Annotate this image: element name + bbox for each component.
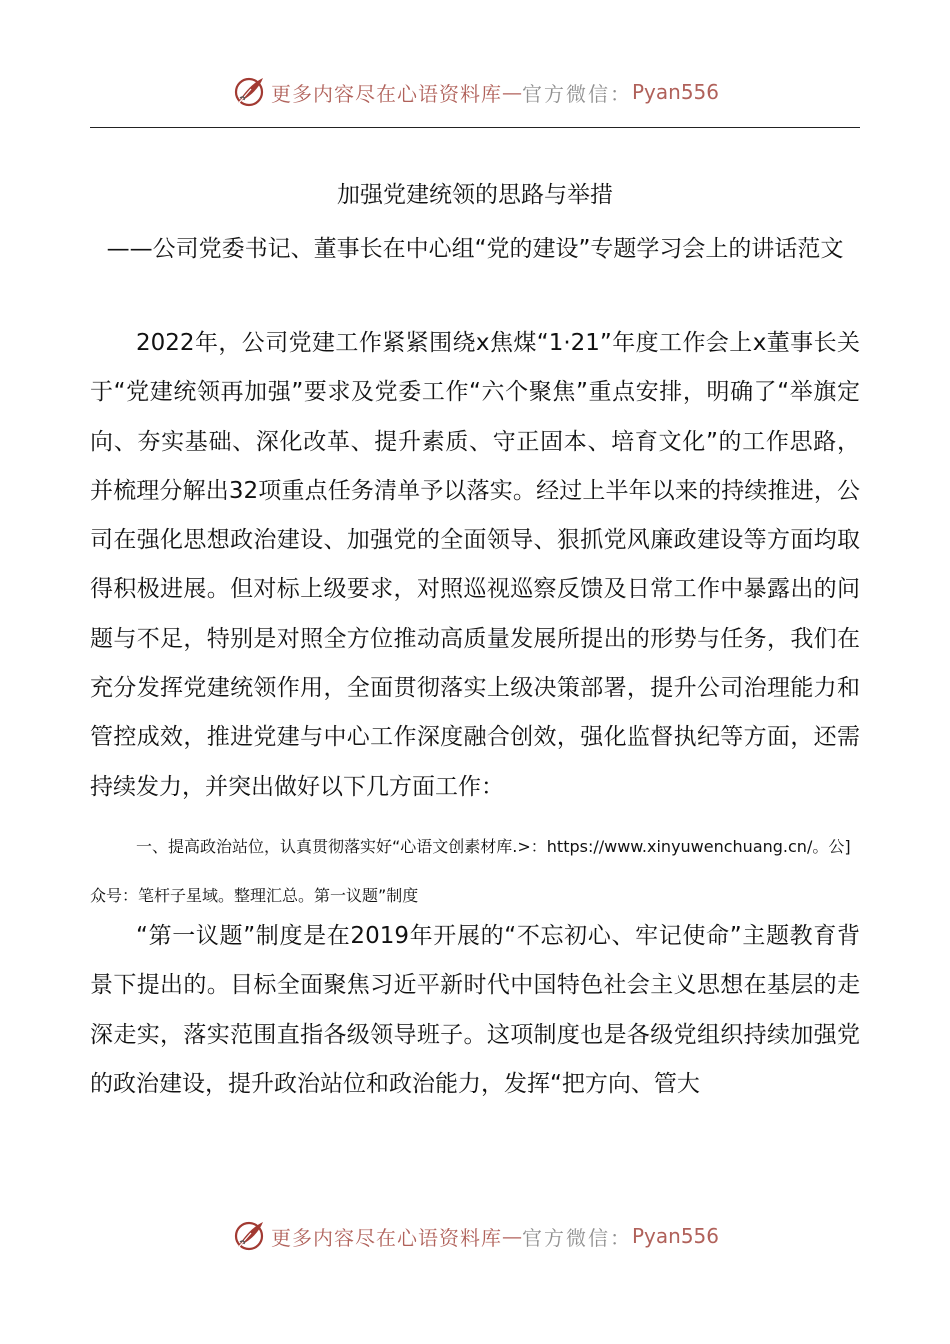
watermark-text: 更多内容尽在心语资料库 — [270, 1225, 502, 1250]
section-heading-1: 一、提高政治站位，认真贯彻落实好“心语文创素材库.>：https://www.xinyuwenchuang.cn/。公]众号：笔杆子星域。整理汇总。第一议题”制度 — [90, 837, 851, 905]
document-subtitle: ——公司党委书记、董事长在中心组“党的建设”专题学习会上的讲话范文 — [106, 236, 844, 262]
header-rule — [90, 127, 860, 128]
watermark-wechat-id: Pyan556 — [631, 80, 719, 104]
watermark-banner-top — [0, 70, 950, 114]
watermark-text: 更多内容尽在心语资料库 — [270, 81, 502, 106]
body-paragraph-1: 2022年，公司党建工作紧紧围绕x焦煤“1·21”年度工作会上x董事长关于“党建统领再加强”要求及党委工作“六个聚焦”重点安排，明确了“举旗定向、夯实基础、深化改革、提升素质、守正固本、培育文化”的工作思路，并梳理分解出32项重点任务清单予以落实。经过上半年以来的持续推进，公司在强化思想政治建设、加强党的全面领导、狠抓党风廉政建设等方面均取得积极进展。但对标上级要求，对照巡视巡察反馈及日常工作中暴露出的问题与不足，特别是对照全方位推动高质量发展所提出的形势与任务，我们在充分发挥党建统领作用，全面贯彻落实上级决策部署，提升公司治理能力和管控成效，推进党建与中心工作深度融合创效，强化监督执纪等方面，还需持续发力，并突出做好以下几方面工作： — [90, 330, 860, 800]
document-title: 加强党建统领的思路与举措 — [337, 182, 613, 208]
quill-logo-icon — [231, 1218, 267, 1254]
watermark-separator: — — [501, 1224, 522, 1248]
watermark-wechat-label: 官方微信： — [521, 1225, 632, 1250]
watermark-separator: — — [501, 80, 522, 104]
watermark-banner-bottom — [0, 1214, 950, 1258]
watermark-wechat-id: Pyan556 — [631, 1224, 719, 1248]
quill-logo-icon — [231, 74, 267, 110]
body-paragraph-2: “第一议题”制度是在2019年开展的“不忘初心、牢记使命”主题教育背景下提出的。目标全面聚焦习近平新时代中国特色社会主义思想在基层的走深走实，落实范围直指各级领导班子。这项制度也是各级党组织持续加强党的政治建设，提升政治站位和政治能力，发挥“把方向、管大 — [90, 923, 860, 1097]
watermark-wechat-label: 官方微信： — [521, 81, 632, 106]
